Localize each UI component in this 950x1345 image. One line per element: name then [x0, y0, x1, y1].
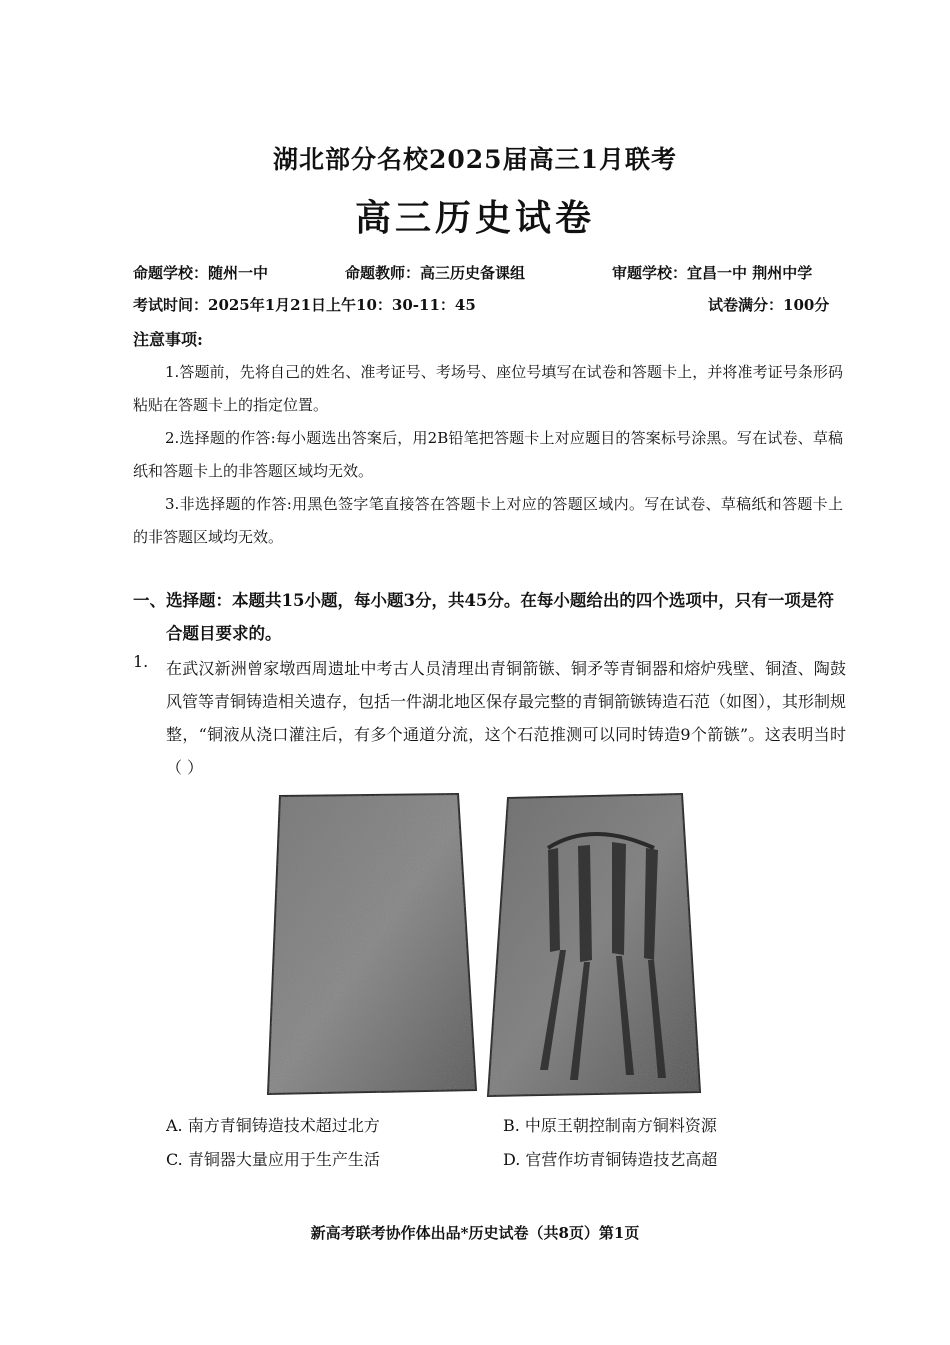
notice-item: 1.答题前，先将自己的姓名、准考证号、考场号、座位号填写在试卷和答题卡上，并将准考证号条形码粘贴在答题卡上的指定位置。	[133, 363, 843, 414]
exam-title: 湖北部分名校2025届高三1月联考	[273, 145, 677, 174]
option-d: D. 官营作坊青铜铸造技艺高超	[503, 1150, 718, 1169]
notice-item: 2.选择题的作答:每小题选出答案后，用2B铅笔把答题卡上对应题目的答案标号涂黑。写在试卷、草稿纸和答题卡上的非答题区域均无效。	[133, 429, 843, 480]
option-a: A. 南方青铜铸造技术超过北方	[166, 1116, 380, 1135]
meta-full-score: 试卷满分：100分	[708, 296, 830, 314]
question-number: 1.	[133, 652, 149, 671]
page-footer: 新高考联考协作体出品*历史试卷（共8页）第1页	[310, 1224, 640, 1242]
meta-review-school: 审题学校：宜昌一中 荆州中学	[612, 264, 813, 282]
meta-teacher: 命题教师：高三历史备课组	[345, 264, 526, 282]
question-stem: 在武汉新洲曾家墩西周遗址中考古人员清理出青铜箭镞、铜矛等青铜器和熔炉残壁、铜渣、陶鼓风管等青铜铸造相关遗存，包括一件湖北地区保存最完整的青铜箭镞铸造石范（如图），其形制规整，“铜液从浇口灌注后，有多个通道分流，这个石范推测可以同时铸造9个箭镞”。这表明当时（ ）	[166, 659, 847, 777]
section-heading-text: 选择题：本题共15小题，每小题3分，共45分。在每小题给出的四个选项中，只有一项是符合题目要求的。	[166, 591, 834, 643]
notice-heading: 注意事项:	[133, 330, 203, 349]
meta-exam-time: 考试时间：2025年1月21日上午10：30-11：45	[133, 296, 476, 314]
stone-mold-photo	[262, 790, 710, 1100]
notice-item: 3.非选择题的作答:用黑色签字笔直接答在答题卡上对应的答题区域内。写在试卷、草稿纸和答题卡上的非答题区域均无效。	[133, 495, 843, 546]
meta-school: 命题学校：随州一中	[133, 264, 269, 282]
section-number: 一、	[133, 591, 166, 610]
option-b: B. 中原王朝控制南方铜料资源	[503, 1116, 717, 1135]
exam-subtitle: 高三历史试卷	[354, 197, 595, 239]
section-heading	[133, 584, 845, 650]
option-c: C. 青铜器大量应用于生产生活	[166, 1150, 380, 1169]
